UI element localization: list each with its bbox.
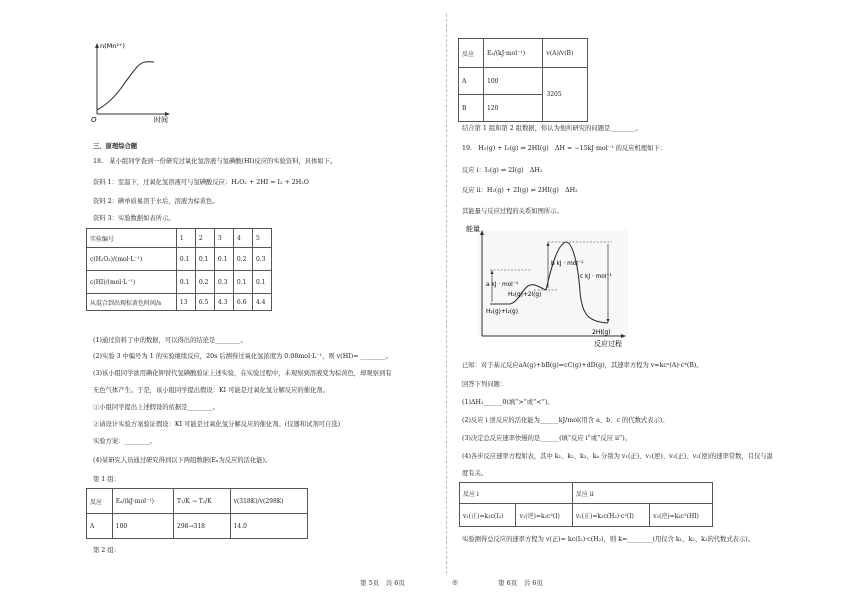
table-cell: c(HI)/(mol·L⁻¹) [87, 271, 177, 294]
table-cell: T₁/K → T₂/K [174, 489, 231, 514]
energy-end-state: 2HI(g) [592, 329, 611, 336]
q19-known: 已知：对于基元反应aA(g)+bB(g)=cC(g)+dD(g)，其速率方程为 v=kcᵃ(A)·cᵇ(B)。 [462, 362, 703, 369]
table-row [87, 229, 272, 248]
table-cell: 0.1 [252, 271, 271, 294]
q19-sub4b: 度有关。 [462, 470, 488, 477]
q19-final: 实验测得总反应的速率方程为 v(正)= kc(I₂)·c(H₂)，则 k=________(用仅含 k₁、k₂、k₃的代数式表示)。 [462, 536, 755, 543]
table-row [459, 68, 588, 95]
q19-sub4a: (4)各步反应速率方程如表，其中 k₁、k₂、k₃、k₄ 分别为 v₁(正)、v₁(逆)、v₂(正)、v₂(逆)的速率常数，且仅与温 [462, 453, 773, 460]
table-cell: 6.6 [233, 294, 252, 311]
mn-graph [86, 40, 176, 124]
energy-xlabel: 反应过程 [594, 340, 622, 348]
table-cell: 13 [176, 294, 195, 311]
q18-part1: (1)通过资料了中的数据，可以得出的结论是________。 [93, 337, 247, 344]
table-cell: 2 [195, 229, 214, 248]
table-cell: A [459, 68, 484, 95]
q18-data-table [86, 228, 272, 311]
energy-c-label: c kJ · mol⁻¹ [580, 274, 612, 280]
table-row [87, 514, 308, 539]
table-cell: 从混合到出现棕黄色时间/s [87, 294, 177, 311]
q18-part3c: ①小组同学提出上述假设的依据是________。 [93, 404, 219, 411]
rate-table [459, 482, 713, 527]
table-row [87, 489, 308, 514]
table-row [87, 248, 272, 271]
group1-label: 第 1 组： [93, 476, 120, 483]
table-cell: 4.4 [252, 294, 271, 311]
table-cell: 0.3 [214, 271, 233, 294]
group2-table [458, 38, 588, 122]
table-cell: A [87, 514, 113, 539]
table-cell: 0.1 [176, 248, 195, 271]
q19-reaction-i: 反应 i：I₂(g) ⇌ 2I(g) ΔH₁ [462, 167, 543, 174]
q18-part3e: 实验方案：________。 [93, 438, 156, 445]
q18-part2: (2)实验 3 中编号为 1 的实验继续反应，20s 后测得过氧化氢浓度为 0.08mol·L⁻¹，则 v(HI)= ________。 [93, 353, 392, 360]
table-cell: 3205 [543, 68, 588, 122]
table-cell: Eₐ/(kJ·mol⁻¹) [112, 489, 173, 514]
mn-graph-origin: O [91, 116, 97, 124]
q18-part3d: ②请设计实验方案验证假设：KI 可能是过氧化氢分解反应的催化剂。(仪器和试剂可自选) [93, 421, 341, 428]
table-cell: 1 [176, 229, 195, 248]
table-cell: 100 [112, 514, 173, 539]
table-cell: 120 [484, 95, 543, 122]
table-cell: 4 [233, 229, 252, 248]
table-cell: 反应 i [460, 483, 573, 504]
q19-energy-intro: 其能量与反应过程的关系如图所示。 [462, 208, 563, 215]
table-cell: 0.1 [233, 271, 252, 294]
table-row [459, 39, 588, 68]
table-cell: v(318K)/v(298K) [230, 489, 307, 514]
energy-mid-state: H₂(g)+2I(g) [508, 292, 542, 298]
energy-a-label: a kJ · mol⁻¹ [486, 282, 519, 288]
q18-part3b: 无色气体产生。于是，该小组同学提出假设：KI 可能是过氧化氢分解反应的催化剂。 [93, 387, 329, 394]
table-cell: 0.1 [214, 248, 233, 271]
table-cell: v₂(逆)=k₄c²(HI) [650, 504, 713, 527]
table-cell: 5 [252, 229, 271, 248]
footer-right: 第 6页 共 6页 [498, 579, 543, 587]
table-cell: 反应 [87, 489, 113, 514]
energy-diagram [462, 222, 632, 352]
table-cell: c(H₂O₂)/(mol·L⁻¹) [87, 248, 177, 271]
table-cell: 反应 [459, 39, 484, 68]
energy-ylabel: 能量 [466, 225, 480, 233]
q19-sub1: (1)ΔH₁______0(填“>”或“<”)。 [462, 399, 554, 406]
table-cell: 反应 ii [572, 483, 712, 504]
table-cell: v₁(逆)=k₂c²(I) [516, 504, 572, 527]
table-cell: 100 [484, 68, 543, 95]
mn-graph-y-arrow [95, 43, 99, 48]
table-cell: 0.2 [233, 248, 252, 271]
table-cell: 14.0 [230, 514, 307, 539]
table-cell: v₁(正)=k₁c(I₂) [460, 504, 516, 527]
table-cell: 0.1 [195, 248, 214, 271]
q19-answer-intro: 回答下列问题： [462, 381, 507, 388]
table-cell: Eₐ/(kJ·mol⁻¹) [484, 39, 543, 68]
q18-info2: 资料 2：碘单质易溶于水后，溶液为棕黄色。 [93, 198, 219, 205]
q18-stem: 18. 某小组同学查到一份研究过氧化氢溶液与氢碘酸(HI)反应的实验资料，具体如下。 [93, 158, 337, 165]
table-row [87, 271, 272, 294]
mn-graph-ylabel: n(Mn²⁺) [100, 42, 125, 50]
table-cell: 6.5 [195, 294, 214, 311]
table-cell: v(A)/v(B) [543, 39, 588, 68]
table-row [460, 504, 713, 527]
q18-info1: 资料 1：室温下，过氧化氢溶液可与氢碘酸反应：H₂O₂ + 2HI = I₂ + 2H₂O [93, 179, 309, 186]
table-cell: 0.3 [252, 248, 271, 271]
mn-graph-curve [97, 62, 154, 110]
table-cell: 4.3 [214, 294, 233, 311]
section-title: 三、原理综合题 [93, 143, 138, 150]
group1-table [86, 488, 308, 539]
table-cell: 0.2 [195, 271, 214, 294]
q18-part4: (4)某研究人员通过研究得到以下两组数据(Eₐ为反应的活化能)。 [93, 457, 272, 464]
q19-stem: 19. H₂(g) + I₂(g) ⇌ 2HI(g) ΔH = −15kJ·mol⁻¹ 的反应机理如下： [462, 145, 666, 152]
energy-b-label: b kJ · mol⁻¹ [551, 261, 584, 267]
q19-sub2: (2)反应 i 逆反应的活化能为______kJ/mol(用含 a、b、c 的代数式表示)。 [462, 417, 669, 424]
footer-left: 第 5页 共 6页 [360, 579, 405, 587]
table-cell: B [459, 95, 484, 122]
q18-part3a: (3)该小组同学欲用碘化钾替代氢碘酸验证上述实验，在实验过程中，未观察到溶液变为棕黄色，却观察到有 [93, 370, 392, 377]
column-divider [446, 14, 447, 574]
table-row [460, 483, 713, 504]
table-row [87, 294, 272, 311]
table-cell: 3 [214, 229, 233, 248]
q19-reaction-ii: 反应 ii：H₂(g) + 2I(g) ⇌ 2HI(g) ΔH₂ [462, 187, 578, 194]
energy-start-state: H₂(g)+I₂(g) [486, 309, 518, 315]
q18-info3: 资料 3：实验数据如表所示。 [93, 215, 175, 222]
q18-tail: 结合第 1 组和第 2 组数据，你认为他所研究的问题是________。 [462, 125, 642, 132]
table-cell: 0.1 [176, 271, 195, 294]
table-cell: 298→318 [174, 514, 231, 539]
footer-mid: ◎ [452, 578, 458, 586]
table-cell: 实验编号 [87, 229, 177, 248]
q19-sub3: (3)决定总反应速率快慢的是______(填“反应 i”或“反应 ii”)。 [462, 435, 631, 442]
group2-label: 第 2 组： [93, 547, 120, 554]
table-cell: v₂(正)=k₃c(H₂)·c²(I) [572, 504, 649, 527]
mn-graph-xlabel: 时间 [154, 116, 168, 124]
